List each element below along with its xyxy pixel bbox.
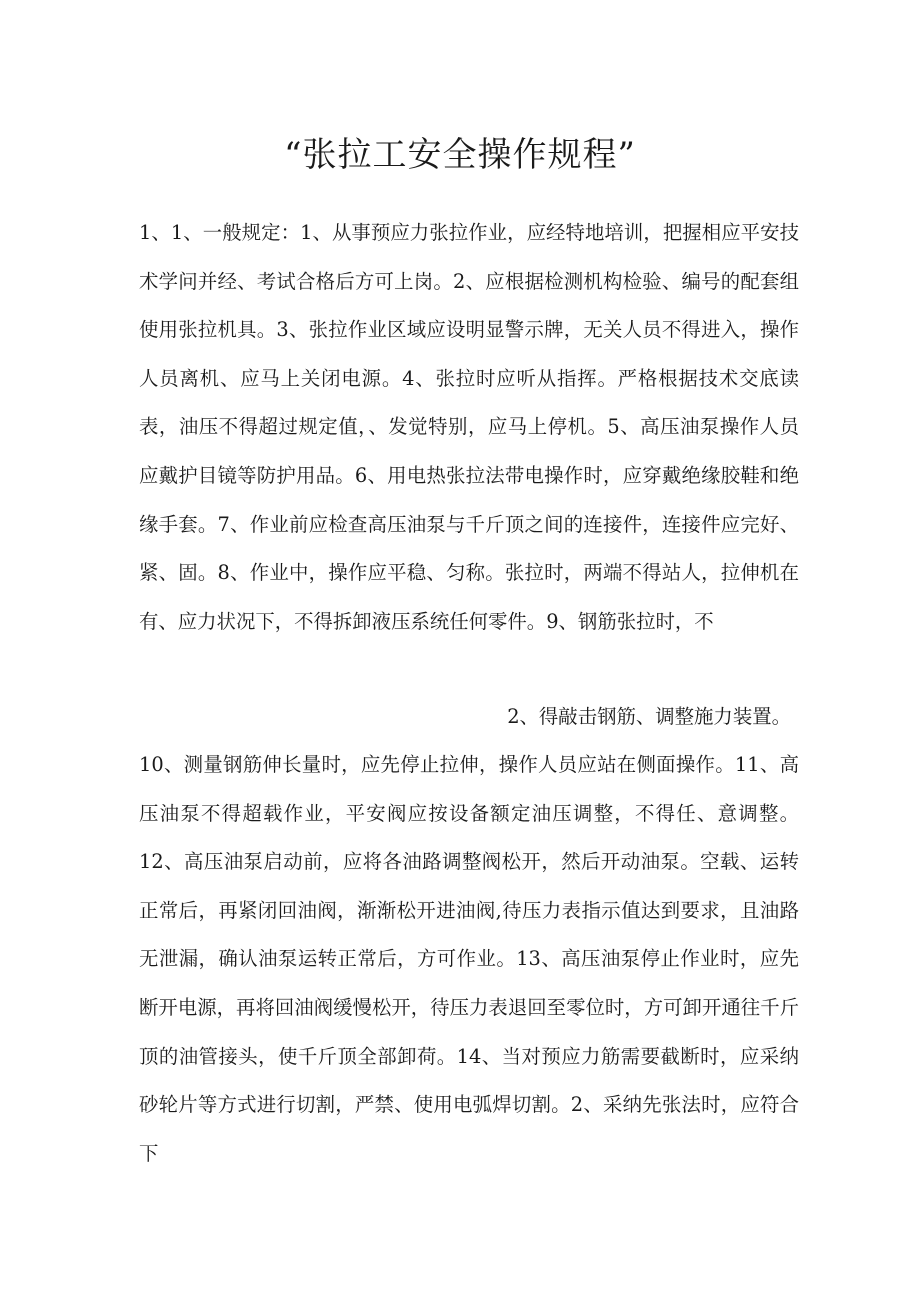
paragraph-continuation: 2、得敲击钢筋、调整施力装置。: [507, 705, 791, 728]
document-title: “张拉工安全操作规程”: [284, 135, 636, 175]
paragraph-oil-pump-rules: 10、测量钢筋伸长量时，应先停止拉伸，操作人员应站在侧面操作。11、高压油泵不得超载作业，平安阀应按设备额定油压调整，不得任、意调整。12、高压油泵启动前，应将各油路调整阀松开，然后开动油泵。空载、运转正常后，再紧闭回油阀，渐渐松开进油阀,待压力表指示值达到要求，且油路无泄漏，确认油泵运转正常后，方可作业。13、高压油泵停止作业时，应先断开电源，再将回油阀缓慢松开，待压力表退回至零位时，方可卸开通往千斤顶的油管接头，使千斤顶全部卸荷。14、当对预应力筋需要截断时，应采纳砂轮片等方式进行切割，严禁、使用电弧焊切割。2、采纳先张法时，应符合下: [139, 753, 799, 1165]
paragraph-general-rules: 1、1、一般规定：1、从事预应力张拉作业，应经特地培训，把握相应平安技术学问并经、考试合格后方可上岗。2、应根据检测机构检验、编号的配套组使用张拉机具。3、张拉作业区域应设明显警示牌，无关人员不得进入，操作人员离机、应马上关闭电源。4、张拉时应听从指挥。严格根据技术交底读表，油压不得超过规定值，、发觉特别，应马上停机。5、高压油泵操作人员应戴护目镜等防护用品。6、用电热张拉法带电操作时，应穿戴绝缘胶鞋和绝缘手套。7、作业前应检查高压油泵与千斤顶之间的连接件，连接件应完好、紧、固。8、作业中，操作应平稳、匀称。张拉时，两端不得站人，拉伸机在有、应力状况下，不得拆卸液压系统任何零件。9、钢筋张拉时，不: [139, 221, 799, 633]
